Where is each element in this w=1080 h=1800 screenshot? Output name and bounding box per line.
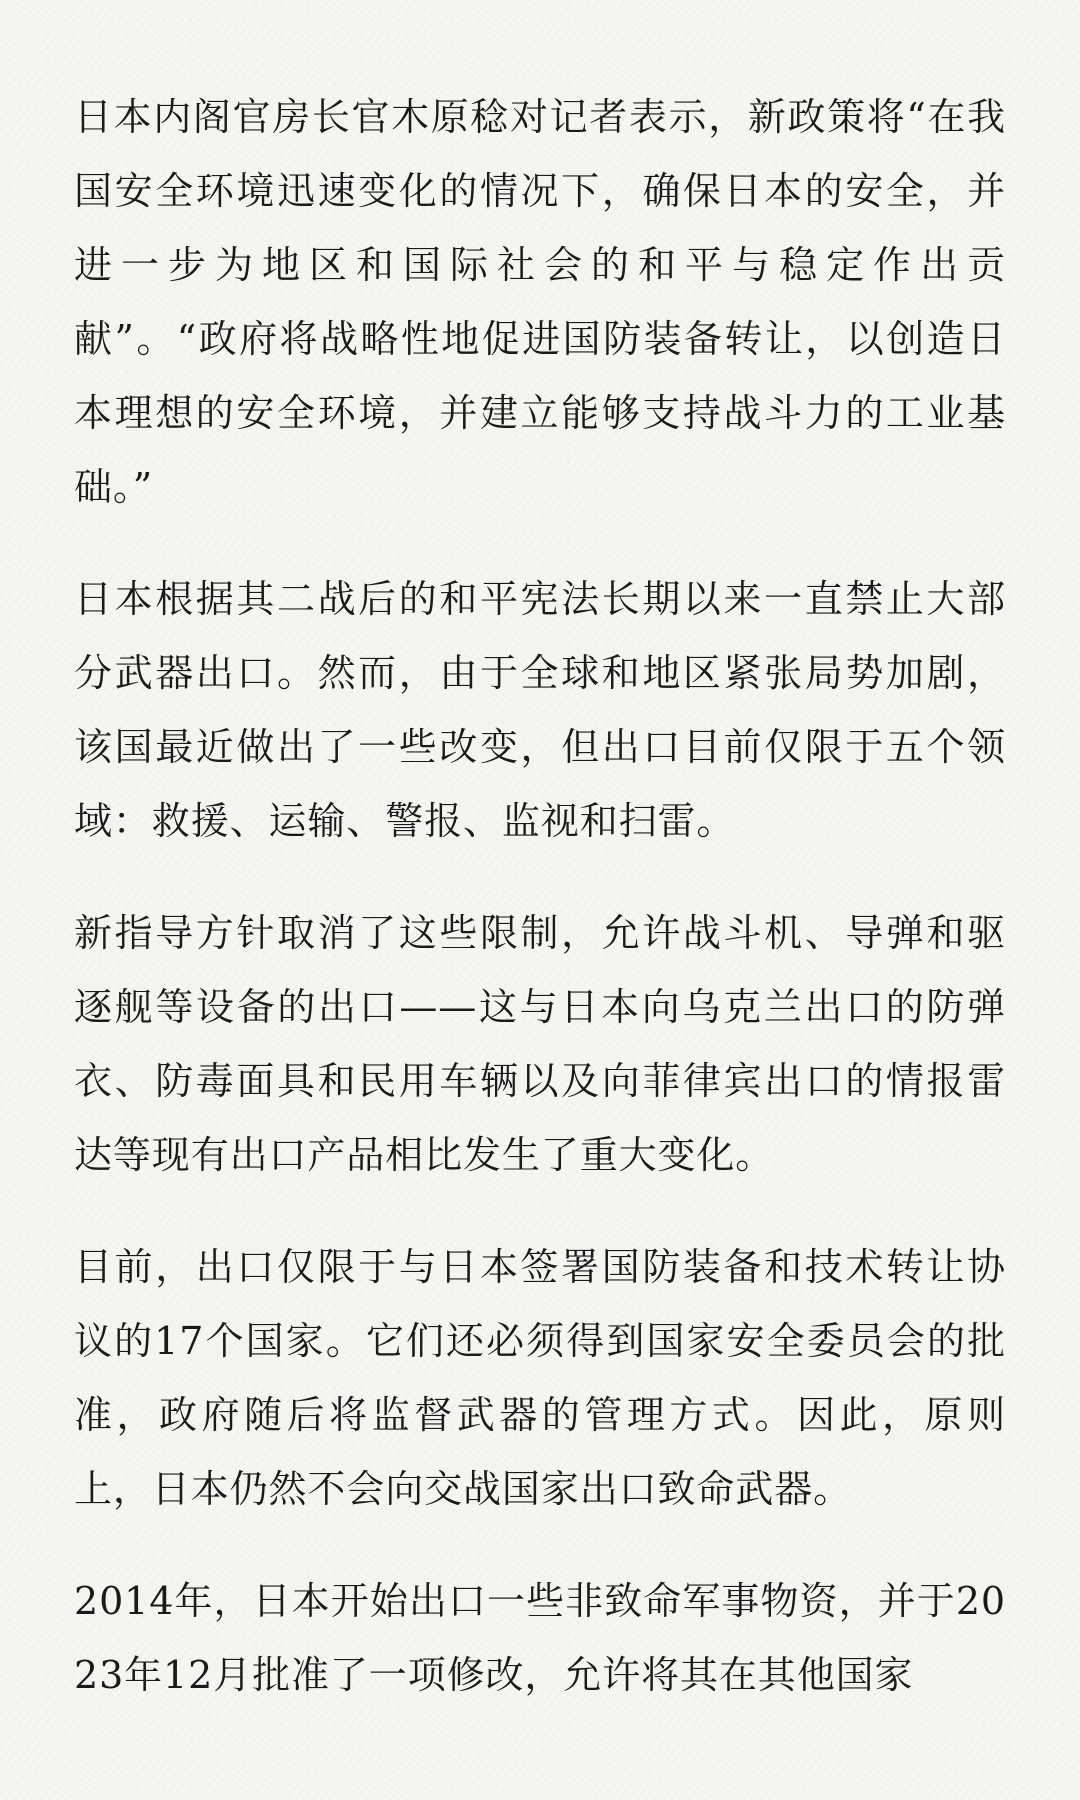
article-paragraph-1: 日本内阁官房长官木原稔对记者表示，新政策将“在我国安全环境迅速变化的情况下，确保日本的安全，并进一步为地区和国际社会的和平与稳定作出贡献”。“政府将战略性地促进国防装备转让，以创造日本理想的安全环境，并建立能够支持战斗力的工业基础。”	[74, 95, 1006, 509]
article-paragraph-3: 新指导方针取消了这些限制，允许战斗机、导弹和驱逐舰等设备的出口——这与日本向乌克兰出口的防弹衣、防毒面具和民用车辆以及向菲律宾出口的情报雷达等现有出口产品相比发生了重大变化。	[74, 911, 1006, 1177]
article-paragraph-2: 日本根据其二战后的和平宪法长期以来一直禁止大部分武器出口。然而，由于全球和地区紧张局势加剧，该国最近做出了一些改变，但出口目前仅限于五个领域：救援、运输、警报、监视和扫雷。	[74, 577, 1006, 843]
article-paragraph-5: 2014年，日本开始出口一些非致命军事物资，并于2023年12月批准了一项修改，允许将其在其他国家	[74, 1579, 1006, 1697]
article-paragraph-4: 目前，出口仅限于与日本签署国防装备和技术转让协议的17个国家。它们还必须得到国家安全委员会的批准，政府随后将监督武器的管理方式。因此，原则上，日本仍然不会向交战国家出口致命武器。	[74, 1245, 1006, 1511]
